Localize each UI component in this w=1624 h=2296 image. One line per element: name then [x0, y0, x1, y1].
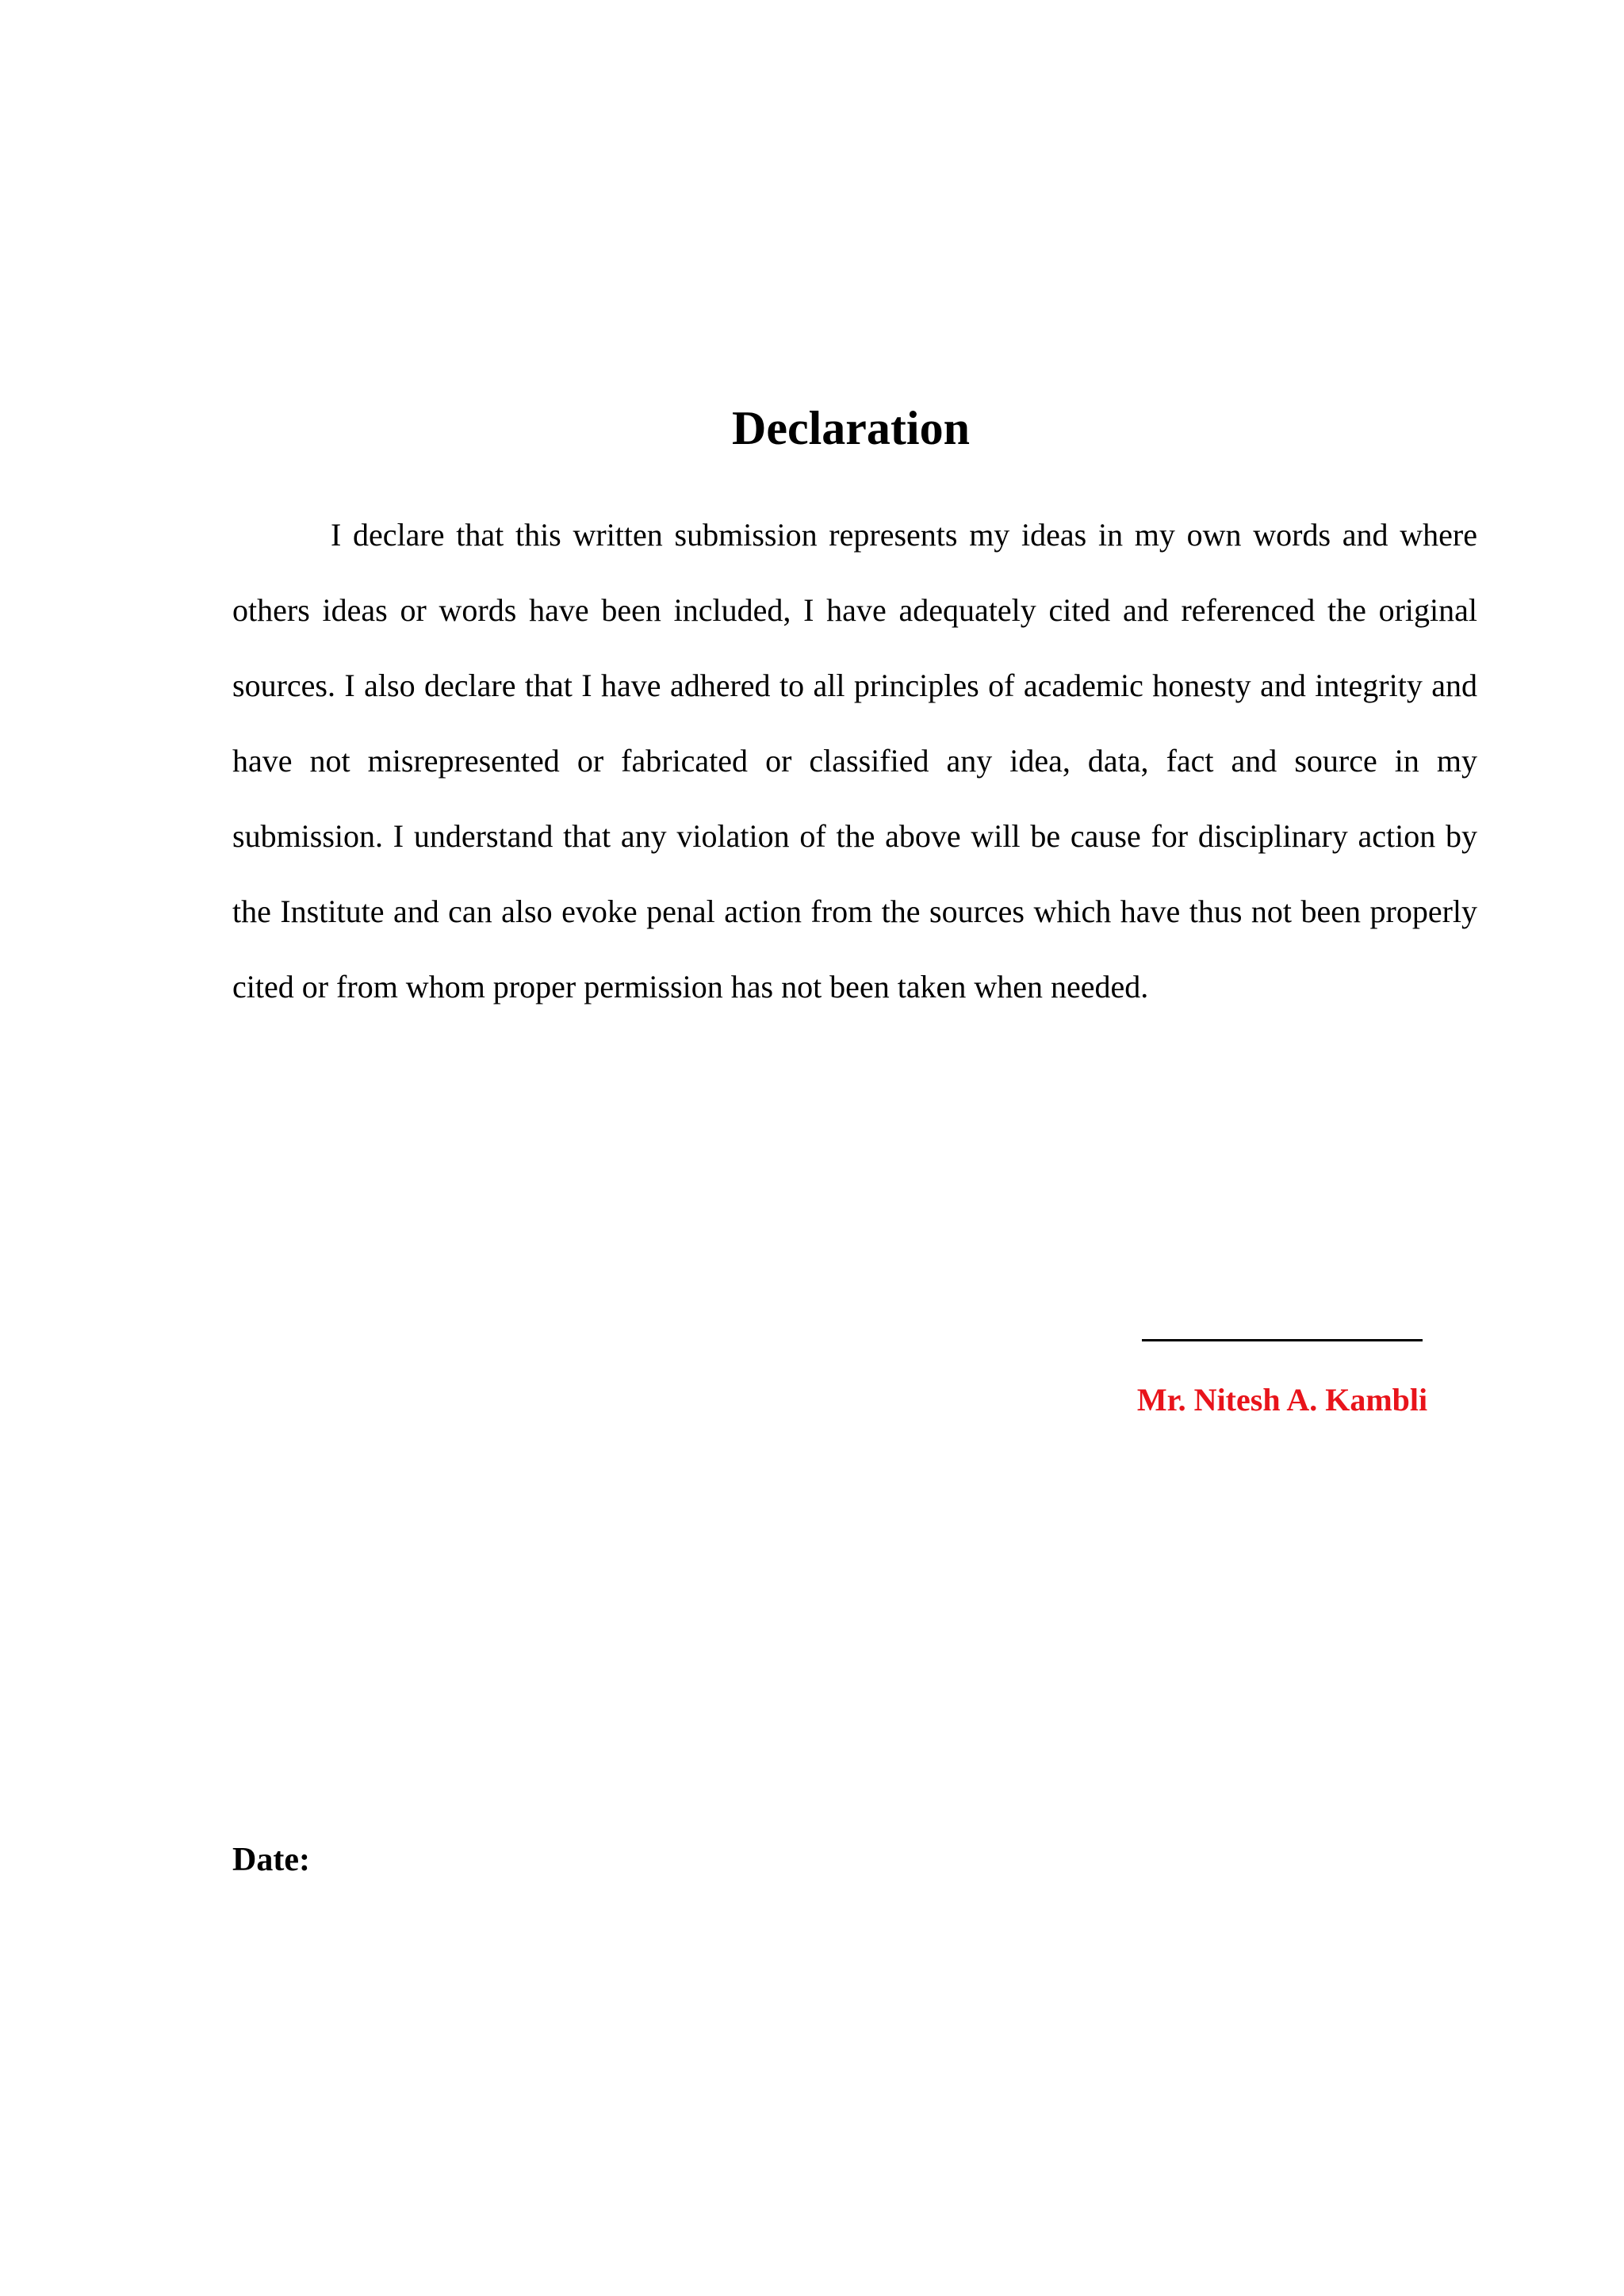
page-title: Declaration [732, 402, 970, 454]
signature-line [1142, 1339, 1423, 1341]
declaration-paragraph: I declare that this written submission represents my ideas in my own words and where others ideas or words have been included, I have adequately cited and referenced the original sources. I also declare that I have adhered to all principles of academic honesty and integrity and have not misrepresented or fabricated or classified any idea, data, fact and source in my submission. I understand that any violation of the above will be cause for disciplinary action by the Institute and can also evoke penal action from the sources which have thus not been properly cited or from whom proper permission has not been taken when needed. [232, 517, 1477, 1004]
signer-name: Mr. Nitesh A. Kambli [1136, 1382, 1428, 1418]
date-label: Date: [232, 1842, 310, 1878]
